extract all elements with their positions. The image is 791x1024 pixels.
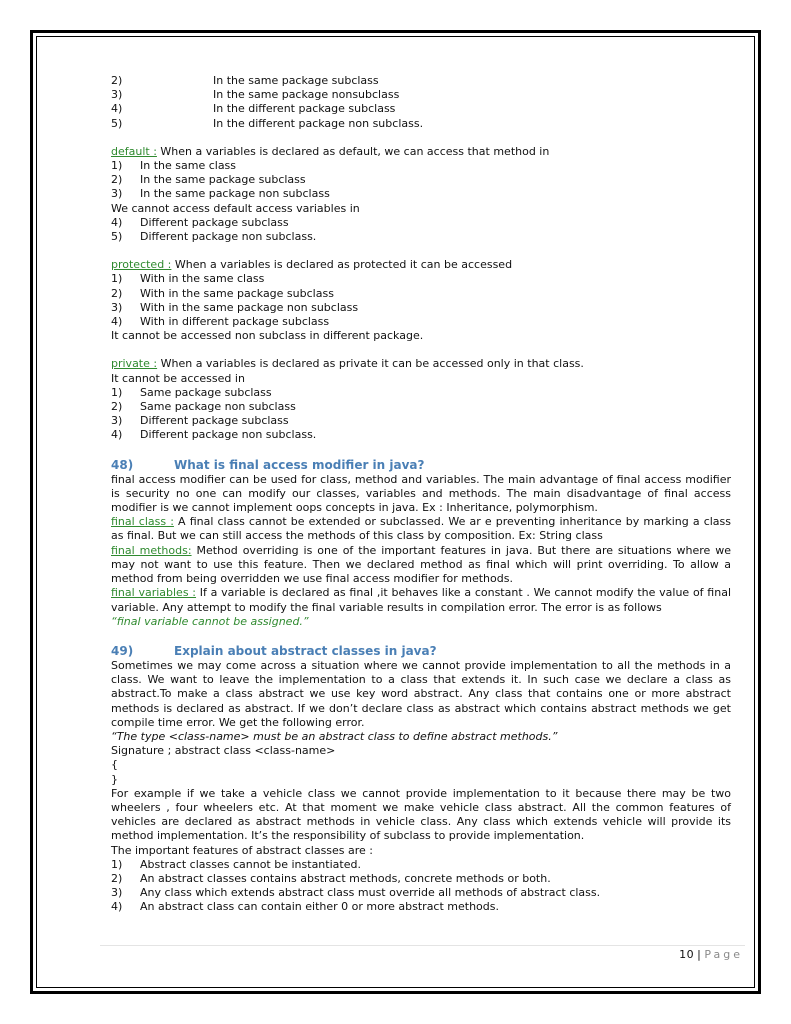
list-item: 5) In the different package non subclass. (111, 116, 424, 130)
final-class-keyword: final class : (111, 515, 174, 529)
question-heading: 48) What is final access modifier in java? (111, 457, 425, 472)
question-heading: 49) Explain about abstract classes in java? (111, 643, 437, 658)
list-item: 1) With in the same class (111, 272, 265, 286)
signature-line: Signature ; abstract class <class-name> (111, 744, 336, 758)
error-quote: “final variable cannot be assigned.” (111, 614, 309, 628)
list-item: 4) In the different package subclass (111, 102, 396, 116)
list-item: 3) Any class which extends abstract class must override all methods of abstract class. (111, 886, 601, 900)
list-item: 4) An abstract class can contain either 0 or more abstract methods. (111, 900, 499, 914)
document-body (111, 74, 731, 915)
default-keyword: default : (111, 144, 157, 158)
list-item: 5) Different package non subclass. (111, 230, 317, 244)
private-section (111, 357, 731, 442)
protected-keyword: protected : (111, 258, 172, 272)
brace-open: { (111, 758, 118, 772)
list-item: 4) With in different package subclass (111, 315, 330, 329)
list-item: 3) Different package subclass (111, 414, 289, 428)
private-line2: It cannot be accessed in (111, 371, 245, 385)
question-48 (111, 457, 731, 629)
list-item: 1) Abstract classes cannot be instantiated. (111, 857, 361, 871)
list-item: 2) In the same package subclass (111, 173, 306, 187)
paragraph: For example if we take a vehicle class we cannot provide implementation to it because there may be two wheelers , four wheelers etc. At that moment we make vehicle class abstract. All the common features of vehicles are declared as abstract methods in vehicle class. Any class which extends vehicle will provide its method implementation. It’s the responsibility of subclass to provide implementation. (111, 786, 731, 843)
final-variables-keyword: final variables : (111, 586, 197, 600)
list-item: 3) In the same package non subclass (111, 187, 330, 201)
features-intro: The important features of abstract classes are : (111, 843, 374, 857)
list-top (111, 74, 731, 131)
protected-intro: protected : When a variables is declared as protected it can be accessed (111, 258, 513, 272)
private-keyword: private : (111, 357, 158, 371)
default-section (111, 145, 731, 244)
protected-outro: It cannot be accessed non subclass in different package. (111, 329, 424, 343)
paragraph: final access modifier can be used for class, method and variables. The main advantage of final access modifier is security no one can modify our classes, variables and methods. The main disadvantage of final access modifier is we cannot implement oops concepts in java. Ex : Inheritance, polymorphism. (111, 472, 731, 515)
final-variables-para: final variables : If a variable is declared as final ,it behaves like a constant . We cannot modify the value of final variable. Any attempt to modify the final variable results in compilation error. The error is as follows (111, 586, 732, 614)
default-intro: default : When a variables is declared as default, we can access that method in (111, 144, 550, 158)
final-methods-para: final methods: Method overriding is one of the important features in java. But there are situations where we may not want to use this feature. Then we declared method as final which will print overriding. To allow a method from being overridden we use final access modifier for methods. (111, 543, 731, 586)
brace-close: } (111, 772, 118, 786)
list-item: 2) An abstract classes contains abstract methods, concrete methods or both. (111, 871, 551, 885)
list-item: 3) With in the same package non subclass (111, 300, 359, 314)
list-item: 2) In the same package subclass (111, 74, 379, 87)
default-mid: We cannot access default access variables in (111, 201, 360, 215)
question-49 (111, 643, 731, 915)
paragraph: Sometimes we may come across a situation where we cannot provide implementation to all the methods in a class. We want to leave the implementation to a class that extends it. In such case we declare a class as abstract.To make a class abstract we use key word abstract. Any class that contains one or more abstract methods is declared as abstract. If we don’t declare class as abstract which contains abstract methods we get compile time error. We get the following error. (111, 658, 731, 729)
list-item: 3) In the same package nonsubclass (111, 88, 400, 102)
list-item: 4) Different package non subclass. (111, 428, 317, 442)
list-item: 4) Different package subclass (111, 215, 289, 229)
list-item: 1) Same package subclass (111, 385, 272, 399)
page-label: Page (704, 948, 743, 961)
list-item: 1) In the same class (111, 159, 237, 173)
list-item: 2) Same package non subclass (111, 400, 296, 414)
footer-separator: | (697, 948, 702, 961)
private-intro: private : When a variables is declared as private it can be accessed only in that class. (111, 357, 584, 371)
page-number: 10 (679, 948, 695, 961)
list-item: 2) With in the same package subclass (111, 286, 334, 300)
footer-divider (100, 945, 745, 946)
error-quote: “The type <class-name> must be an abstract class to define abstract methods.” (111, 729, 558, 743)
final-class-para: final class : A final class cannot be extended or subclassed. We ar e preventing inheritance by marking a class as final. But we can still access the methods of this class by composition. Ex: String class (111, 515, 731, 543)
protected-section (111, 258, 731, 343)
page-footer (679, 948, 743, 961)
final-methods-keyword: final methods: (111, 543, 192, 557)
